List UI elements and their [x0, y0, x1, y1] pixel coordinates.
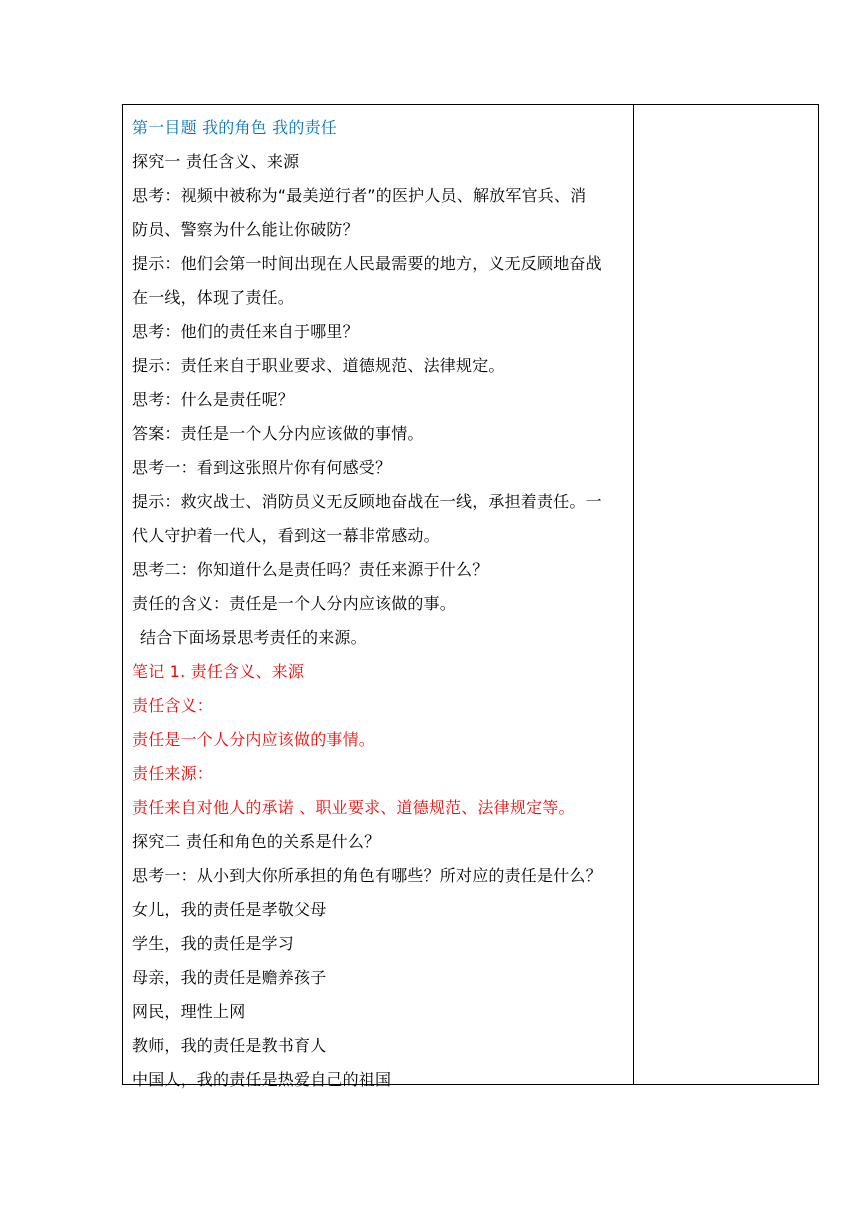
lesson-table	[122, 104, 819, 1089]
role-line: 网民，理性上网	[132, 1002, 246, 1021]
note-line: 责任来自对他人的承诺 、职业要求、道德规范、法律规定等。	[132, 798, 575, 817]
text-line: 思考：视频中被称为“最美逆行者”的医护人员、解放军官兵、消	[132, 186, 587, 205]
section-title: 第一目题 我的角色 我的责任	[132, 118, 337, 137]
text-line: 思考二：你知道什么是责任吗？责任来源于什么？	[132, 560, 489, 579]
text-line: 提示：救灾战士、消防员义无反顾地奋战在一线，承担着责任。一	[132, 492, 602, 511]
role-line: 教师，我的责任是教书育人	[132, 1036, 327, 1055]
text-line: 答案：责任是一个人分内应该做的事情。	[132, 424, 424, 443]
lesson-content-cell	[123, 105, 634, 1089]
text-line: 代人守护着一代人，看到这一幕非常感动。	[132, 526, 440, 545]
text-line: 思考：他们的责任来自于哪里？	[132, 322, 359, 341]
note-heading: 笔记 1. 责任含义、来源	[132, 662, 305, 681]
text-line: 思考：什么是责任呢？	[132, 390, 295, 409]
text-line: 在一线，体现了责任。	[132, 288, 295, 307]
text-line: 责任的含义：责任是一个人分内应该做的事。	[132, 594, 457, 613]
inquiry-two-heading: 探究二 责任和角色的关系是什么？	[132, 832, 381, 851]
role-line: 中国人，我的责任是热爱自己的祖国	[132, 1070, 392, 1089]
text-line: 思考一：看到这张照片你有何感受？	[132, 458, 392, 477]
note-line: 责任是一个人分内应该做的事情。	[132, 730, 376, 749]
role-line: 女儿，我的责任是孝敬父母	[132, 900, 327, 919]
text-line: 提示：责任来自于职业要求、道德规范、法律规定。	[132, 356, 505, 375]
note-line: 责任来源：	[132, 764, 214, 783]
text-line: 防员、警察为什么能让你破防？	[132, 220, 359, 239]
role-line: 母亲，我的责任是赡养孩子	[132, 968, 327, 987]
note-line: 责任含义：	[132, 696, 214, 715]
text-line: 结合下面场景思考责任的来源。	[140, 628, 367, 647]
text-line: 思考一：从小到大你所承担的角色有哪些？所对应的责任是什么？	[132, 866, 602, 885]
notes-column-cell	[634, 105, 818, 1084]
inquiry-one-heading: 探究一 责任含义、来源	[132, 152, 300, 171]
text-line: 提示：他们会第一时间出现在人民最需要的地方，义无反顾地奋战	[132, 254, 602, 273]
role-line: 学生，我的责任是学习	[132, 934, 295, 953]
